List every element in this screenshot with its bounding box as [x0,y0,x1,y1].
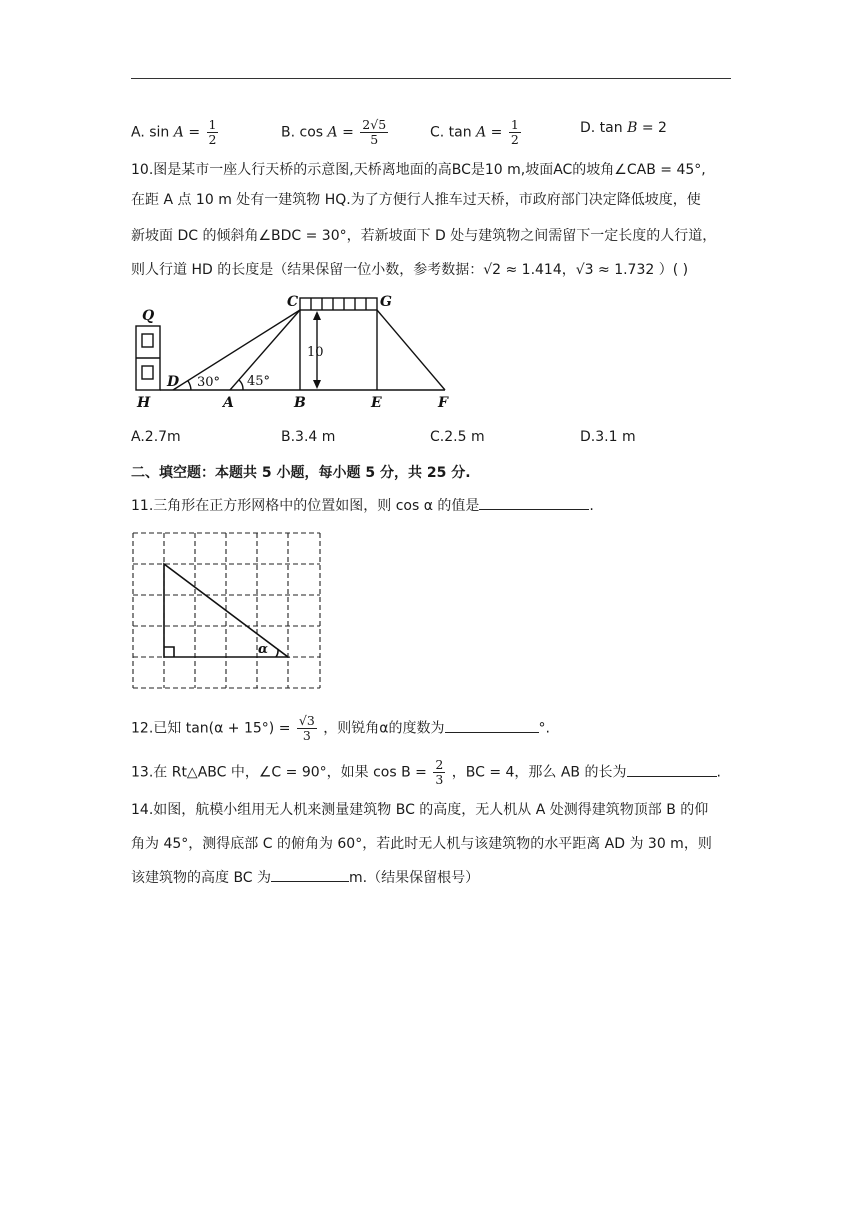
label-height: 10 [307,345,324,360]
label-q: Q [142,308,155,324]
q10-line-4: 则人行道 HD 的长度是（结果保留一位小数，参考数据：√2 ≈ 1.414，√3 ≈ 1.732 ）( ) [131,262,689,278]
q12-text: 12.已知 tan(α + 15°) = $\frac{√3}{3}$ ，则锐角α的度数为 °. [131,713,550,743]
fraction: $\frac{1}{2}$ [510,117,519,147]
q14-line-3: 该建筑物的高度 BC 为 m.（结果保留根号） [131,867,479,888]
answer-blank[interactable] [627,762,717,777]
q10-line-1: 10.图是某市一座人行天桥的示意图,天桥离地面的高BC是10 m,坡面AC的坡角∠CAB = 45°, [131,162,706,178]
answer-blank[interactable] [271,867,349,882]
fraction: $\frac{2}{3}$ [435,757,444,787]
label-h: H [137,395,151,411]
label-g: G [380,294,392,310]
q10-option-d[interactable]: D.3.1 m [580,429,636,445]
q11-text: 11.三角形在正方形网格中的位置如图，则 cos α 的值是 . [131,495,594,516]
label-c: C [287,294,299,310]
answer-blank[interactable] [445,718,539,733]
fraction: $\frac{1}{2}$ [208,117,217,147]
q10-option-b[interactable]: B.3.4 m [281,429,336,445]
label-f: F [438,395,448,411]
q9-option-b[interactable]: B. cos A = $\frac{2√5}{5}$ [281,117,387,147]
q13-text: 13.在 Rt△ABC 中，∠C = 90°，如果 cos B = $\frac{2}{3}$ ，BC = 4，那么 AB 的长为 . [131,757,721,787]
label-angle-a: 45° [247,374,271,389]
label-e: E [371,395,382,411]
q10-line-3: 新坡面 DC 的倾斜角∠BDC = 30°，若新坡面下 D 处与建筑物之间需留下一定长度的人行道， [131,228,717,244]
label-alpha: α [258,642,269,657]
q10-option-a[interactable]: A.2.7m [131,429,181,445]
fraction: $\frac{2√5}{5}$ [362,117,387,147]
section-title: 二、填空题：本题共 5 小题，每小题 5 分，共 25 分. [131,465,471,481]
q9-option-a[interactable]: A. sin A = $\frac{1}{2}$ [131,117,217,147]
q10-option-c[interactable]: C.2.5 m [430,429,485,445]
q9-option-c[interactable]: C. tan A = $\frac{1}{2}$ [430,117,519,147]
alpha-arc [276,649,278,657]
label-angle-d: 30° [197,375,221,390]
label-b: B [294,395,306,411]
fraction: $\frac{√3}{3}$ [298,713,315,743]
q14-line-1: 14.如图，航模小组用无人机来测量建筑物 BC 的高度，无人机从 A 处测得建筑物顶部 B 的仰 [131,802,709,818]
q10-line-2: 在距 A 点 10 m 处有一建筑物 HQ.为了方便行人推车过天桥，市政府部门决定降低坡度，使 [131,192,701,208]
right-angle-mark [164,647,174,657]
label-a: A [223,395,234,411]
q14-line-2: 角为 45°，测得底部 C 的俯角为 60°，若此时无人机与该建筑物的水平距离 AD 为 30 m，则 [131,836,712,852]
label-d: D [167,374,180,390]
q9-option-d[interactable]: D. tan B = 2 [580,120,667,136]
